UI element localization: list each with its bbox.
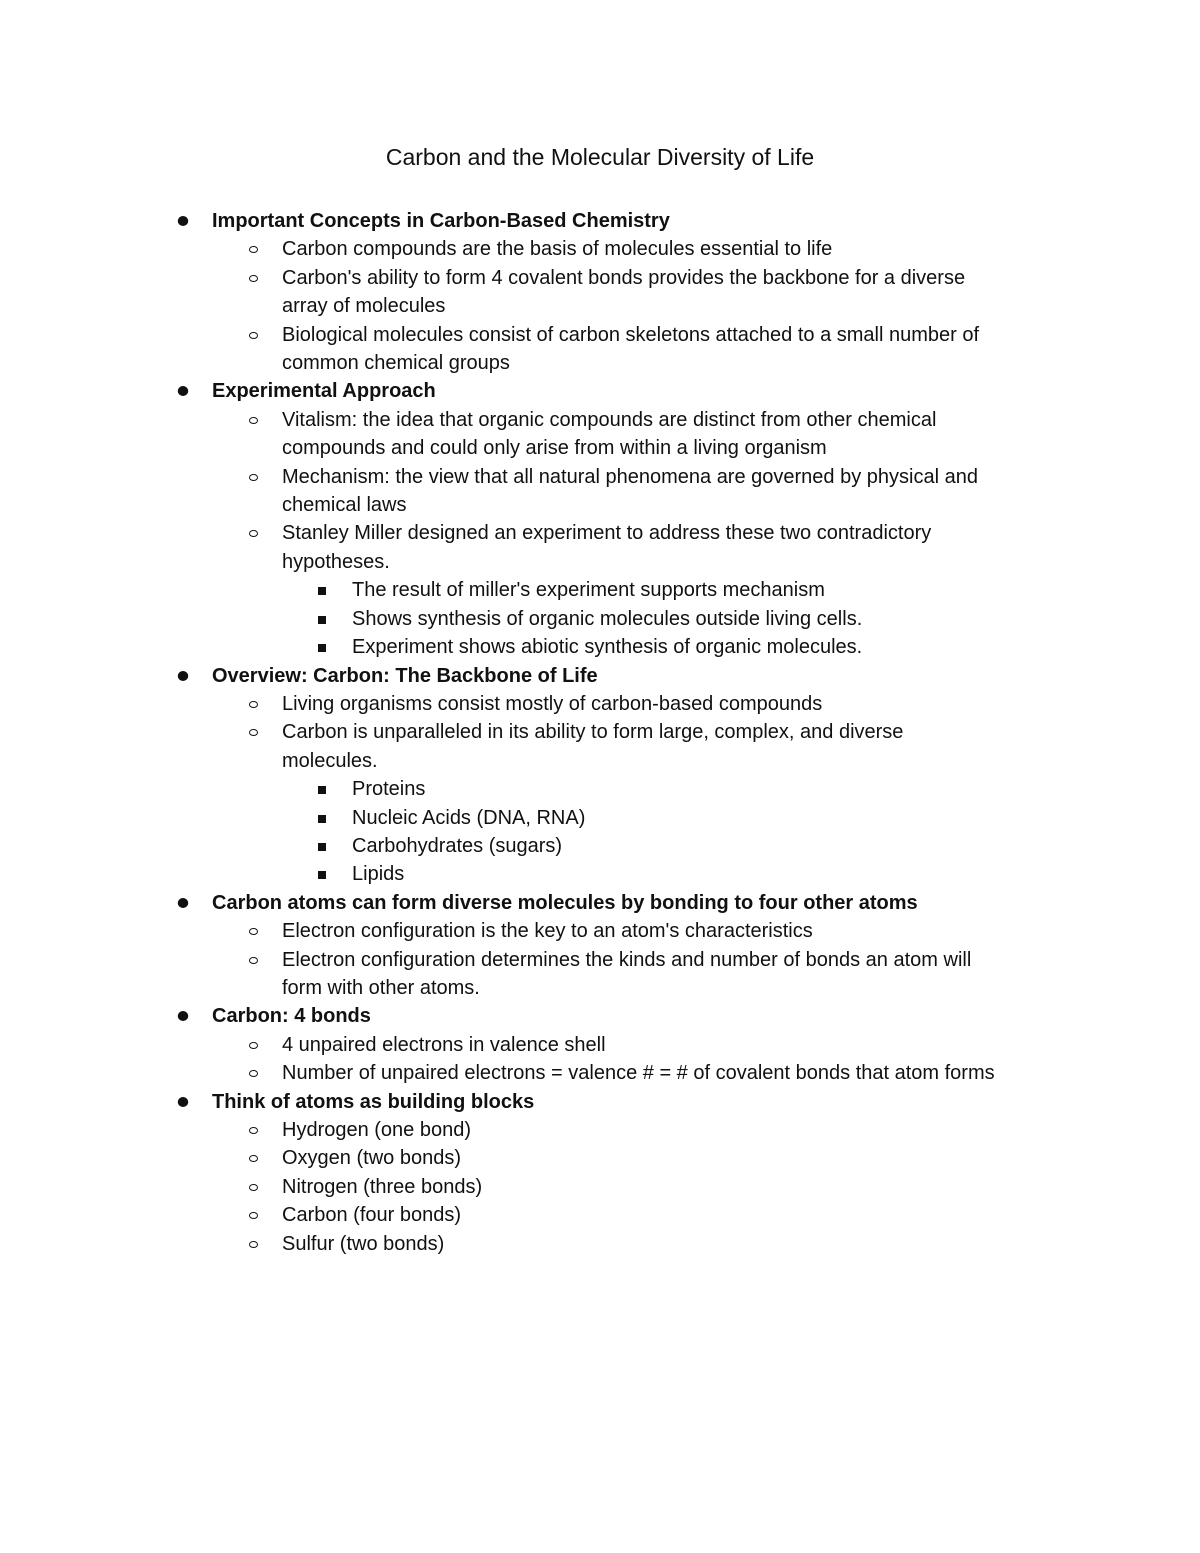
sub-bullet-continuation: form with other atoms.	[282, 976, 480, 999]
hollow-circle-bullet-icon	[249, 332, 258, 339]
hollow-circle-bullet-icon	[249, 1241, 258, 1248]
square-bullet-icon	[318, 815, 326, 823]
hollow-circle-bullet-icon	[249, 1127, 258, 1134]
sub-bullet	[0, 690, 1200, 718]
section-heading-text: Carbon: 4 bonds	[212, 1005, 371, 1028]
sub-sub-bullet	[0, 576, 1200, 604]
notes-outline	[0, 207, 1200, 1258]
sub-bullet-text: Electron configuration is the key to an atom's characteristics	[282, 920, 813, 943]
section-heading	[0, 1088, 1200, 1116]
hollow-circle-bullet-icon	[249, 417, 258, 424]
sub-bullet-text: Hydrogen (one bond)	[282, 1119, 472, 1141]
sub-sub-bullet-text: Nucleic Acids (DNA, RNA)	[352, 806, 586, 829]
hollow-circle-bullet-icon	[249, 1184, 258, 1191]
sub-bullet	[0, 235, 1200, 263]
filled-circle-bullet-icon	[178, 1011, 189, 1021]
sub-sub-bullet	[0, 775, 1200, 803]
sub-bullet-text: Carbon is unparalleled in its ability to form large, complex, and diverse	[282, 721, 904, 744]
sub-sub-bullet-text: Carbohydrates (sugars)	[352, 834, 563, 857]
sub-bullet-continuation: common chemical groups	[282, 352, 510, 375]
sub-bullet-text: Oxygen (two bonds)	[282, 1147, 461, 1170]
sub-bullet	[0, 1059, 1200, 1087]
sub-bullet-continuation: array of molecules	[282, 295, 446, 318]
sub-bullet-text: Mechanism: the view that all natural phenomena are governed by physical and	[282, 465, 978, 488]
square-bullet-icon	[318, 843, 326, 851]
hollow-circle-bullet-icon	[249, 474, 258, 481]
hollow-circle-bullet-icon	[249, 1155, 258, 1162]
sub-bullet	[0, 1201, 1200, 1229]
sub-bullet	[0, 321, 1200, 378]
hollow-circle-bullet-icon	[249, 729, 258, 736]
hollow-circle-bullet-icon	[249, 275, 258, 282]
sub-sub-bullet	[0, 832, 1200, 860]
sub-bullet-text: Carbon's ability to form 4 covalent bonds provides the backbone for a diverse	[282, 266, 966, 289]
sub-bullet	[0, 519, 1200, 576]
square-bullet-icon	[318, 871, 326, 879]
sub-bullet	[0, 406, 1200, 463]
sub-bullet	[0, 1144, 1200, 1172]
hollow-circle-bullet-icon	[249, 1042, 258, 1049]
sub-bullet	[0, 1116, 1200, 1144]
sub-bullet-continuation: chemical laws	[282, 494, 407, 517]
sub-sub-bullet-text: Shows synthesis of organic molecules outside living cells.	[352, 607, 863, 630]
sub-bullet-text: Carbon (four bonds)	[282, 1204, 461, 1227]
document-title: Carbon and the Molecular Diversity of Life	[385, 144, 815, 170]
section-heading-text: Carbon atoms can form diverse molecules by bonding to four other atoms	[212, 891, 918, 914]
filled-circle-bullet-icon	[178, 216, 189, 226]
sub-bullet-continuation: hypotheses.	[282, 550, 390, 573]
sub-bullet-continuation: compounds and could only arise from within a living organism	[282, 437, 827, 460]
sub-sub-bullet	[0, 633, 1200, 661]
hollow-circle-bullet-icon	[249, 1212, 258, 1219]
sub-bullet	[0, 264, 1200, 321]
square-bullet-icon	[318, 587, 326, 595]
square-bullet-icon	[318, 786, 326, 794]
square-bullet-icon	[318, 644, 326, 652]
sub-sub-bullet	[0, 605, 1200, 633]
sub-bullet	[0, 1173, 1200, 1201]
filled-circle-bullet-icon	[178, 386, 189, 396]
section-heading-text: Overview: Carbon: The Backbone of Life	[212, 664, 598, 687]
filled-circle-bullet-icon	[178, 671, 189, 681]
section-heading	[0, 207, 1200, 235]
sub-bullet-text: Nitrogen (three bonds)	[282, 1175, 483, 1198]
section-heading-text: Think of atoms as building blocks	[212, 1090, 535, 1113]
hollow-circle-bullet-icon	[249, 530, 258, 537]
sub-sub-bullet-text: Experiment shows abiotic synthesis of organic molecules.	[352, 636, 863, 659]
hollow-circle-bullet-icon	[249, 928, 258, 935]
sub-sub-bullet-text: Lipids	[352, 863, 405, 886]
sub-bullet	[0, 917, 1200, 945]
sub-sub-bullet	[0, 804, 1200, 832]
sub-sub-bullet	[0, 860, 1200, 888]
sub-bullet	[0, 946, 1200, 1003]
sub-bullet-text: Stanley Miller designed an experiment to address these two contradictory	[282, 522, 932, 545]
sub-bullet-continuation: molecules.	[282, 749, 378, 772]
section-heading	[0, 662, 1200, 690]
hollow-circle-bullet-icon	[249, 701, 258, 708]
sub-bullet	[0, 1230, 1200, 1258]
filled-circle-bullet-icon	[178, 1097, 189, 1107]
sub-bullet-text: Biological molecules consist of carbon skeletons attached to a small number of	[282, 323, 980, 346]
sub-sub-bullet-text: Proteins	[352, 778, 426, 801]
section-heading	[0, 889, 1200, 917]
hollow-circle-bullet-icon	[249, 246, 258, 253]
section-heading-text: Experimental Approach	[212, 380, 436, 403]
sub-bullet-text: Electron configuration determines the kinds and number of bonds an atom will	[282, 948, 972, 971]
hollow-circle-bullet-icon	[249, 1070, 258, 1077]
sub-bullet-text: Number of unpaired electrons = valence # = # of covalent bonds that atom forms	[282, 1062, 995, 1085]
sub-bullet-text: Sulfur (two bonds)	[282, 1232, 445, 1255]
sub-bullet	[0, 1031, 1200, 1059]
sub-bullet-text: Carbon compounds are the basis of molecules essential to life	[282, 238, 833, 261]
section-heading	[0, 1002, 1200, 1030]
sub-bullet-text: 4 unpaired electrons in valence shell	[282, 1033, 606, 1056]
filled-circle-bullet-icon	[178, 898, 189, 908]
sub-sub-bullet-text: The result of miller's experiment supports mechanism	[352, 579, 825, 602]
sub-bullet-text: Vitalism: the idea that organic compounds are distinct from other chemical	[282, 408, 937, 431]
section-heading-text: Important Concepts in Carbon-Based Chemistry	[212, 210, 670, 232]
section-heading	[0, 377, 1200, 405]
sub-bullet	[0, 463, 1200, 520]
sub-bullet-text: Living organisms consist mostly of carbon-based compounds	[282, 692, 823, 715]
sub-bullet	[0, 718, 1200, 775]
square-bullet-icon	[318, 616, 326, 624]
hollow-circle-bullet-icon	[249, 957, 258, 964]
